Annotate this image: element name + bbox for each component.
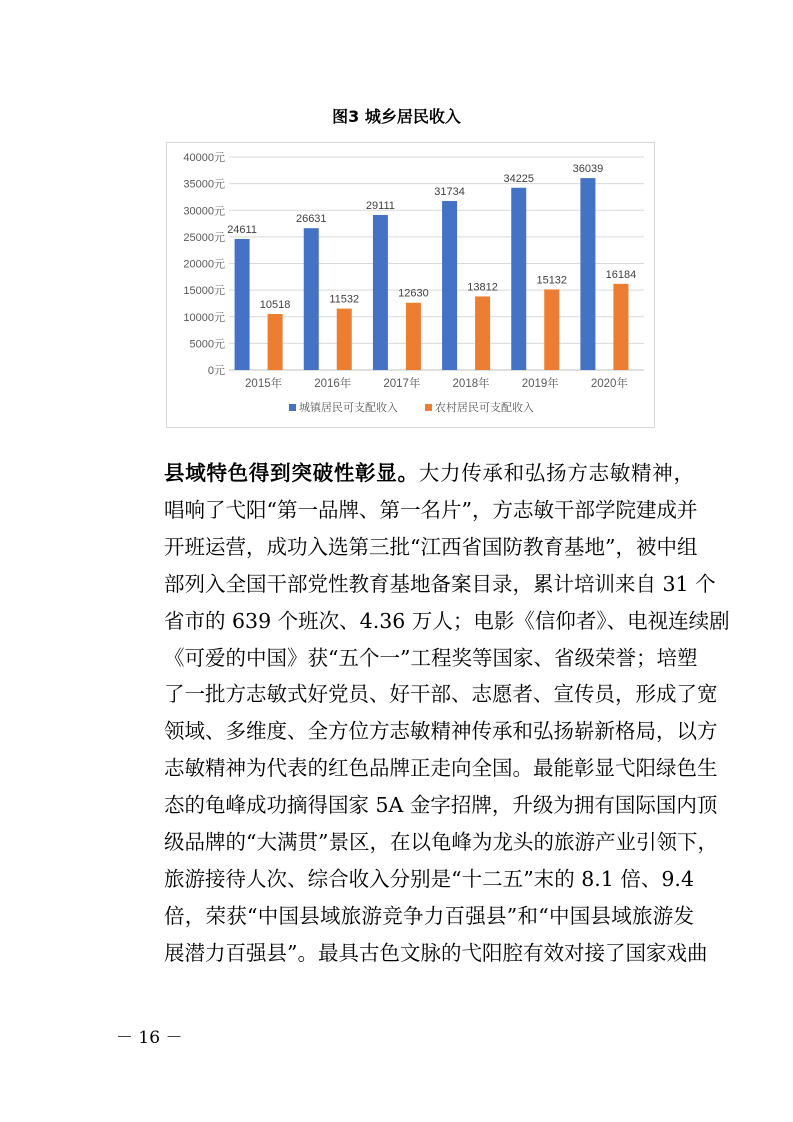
text-line: 省市的 639 个班次、4.36 万人；电影《信仰者》、电视连续剧 xyxy=(164,608,730,633)
body-paragraph xyxy=(164,455,730,972)
y-tick-label: 10000元 xyxy=(183,311,225,324)
data-label: 13812 xyxy=(467,281,498,294)
text-line: 开班运营，成功入选第三批“江西省国防教育基地”，被中组 xyxy=(164,534,698,559)
data-label: 29111 xyxy=(365,199,395,212)
data-label: 36039 xyxy=(572,163,604,176)
y-tick-label: 25000元 xyxy=(183,231,225,244)
text-line: 部列入全国干部党性教育基地备案目录，累计培训来自 31 个 xyxy=(164,571,716,596)
y-tick-label: 0元 xyxy=(207,365,225,377)
bar xyxy=(511,188,526,370)
legend-label: 农村居民可支配收入 xyxy=(435,402,534,414)
text-line: 领域、多维度、全方位方志敏精神传承和弘扬崭新格局，以方 xyxy=(164,719,718,744)
text-line-1-rest: 大力传承和弘扬方志敏精神， xyxy=(418,461,694,485)
text-line-1 xyxy=(164,455,694,492)
text-line: 《可爱的中国》获“五个一”工程奖等国家、省级荣誉；培塑 xyxy=(164,645,698,670)
bar xyxy=(613,284,628,370)
text-line: 旅游接待人次、综合收入分别是“十二五”末的 8.1 倍、9.4 xyxy=(164,866,694,891)
x-tick-label: 2017年 xyxy=(383,378,421,390)
data-label: 16184 xyxy=(605,268,637,281)
text-line: 级品牌的“大满贯”景区，在以龟峰为龙头的旅游产业引领下， xyxy=(164,830,718,855)
legend-swatch xyxy=(425,404,432,411)
y-tick-label: 20000元 xyxy=(183,258,225,271)
text-line: 了一批方志敏式好党员、好干部、志愿者、宣传员，形成了宽 xyxy=(164,682,718,707)
bar xyxy=(304,228,319,370)
bar xyxy=(406,303,421,370)
bar xyxy=(235,239,250,370)
text-line: 志敏精神为代表的红色品牌正走向全国。最能彰显弋阳绿色生 xyxy=(164,756,718,781)
text-line: 展潜力百强县”。最具古色文脉的弋阳腔有效对接了国家戏曲 xyxy=(164,940,708,965)
y-tick-label: 15000元 xyxy=(183,285,225,298)
data-label: 15132 xyxy=(536,274,568,287)
figure-title: 图3 城乡居民收入 xyxy=(332,107,461,126)
bar xyxy=(337,309,352,370)
y-tick-label: 5000元 xyxy=(189,338,225,351)
income-chart xyxy=(166,142,655,428)
bar xyxy=(373,215,388,370)
page-number: － 16 － xyxy=(116,1028,183,1048)
y-tick-label: 40000元 xyxy=(183,152,225,164)
text-line: 态的龟峰成功摘得国家 5A 金字招牌，升级为拥有国际国内顶 xyxy=(164,793,718,818)
legend-swatch xyxy=(289,404,296,411)
income-bar-chart xyxy=(167,143,654,427)
text-line: 倍，荣获“中国县域旅游竞争力百强县”和“中国县域旅游发 xyxy=(164,903,694,928)
x-tick-label: 2018年 xyxy=(452,378,490,390)
data-label: 12630 xyxy=(398,287,429,300)
x-tick-label: 2016年 xyxy=(314,378,352,390)
data-label: 26631 xyxy=(295,213,327,226)
bar xyxy=(475,296,490,370)
data-label: 24611 xyxy=(227,223,257,236)
data-label: 10518 xyxy=(259,298,291,311)
data-label: 11532 xyxy=(329,293,360,306)
bar xyxy=(442,201,457,370)
x-tick-label: 2015年 xyxy=(245,378,283,390)
data-label: 34225 xyxy=(503,172,535,185)
text-line: 唱响了弋阳“第一品牌、第一名片”，方志敏干部学院建成并 xyxy=(164,497,698,522)
y-tick-label: 35000元 xyxy=(183,178,225,191)
bar xyxy=(580,178,595,370)
bar xyxy=(268,314,283,370)
x-tick-label: 2019年 xyxy=(521,378,559,390)
legend-label: 城镇居民可支配收入 xyxy=(299,402,398,414)
x-tick-label: 2020年 xyxy=(590,378,628,390)
data-label: 31734 xyxy=(434,186,465,199)
y-tick-label: 30000元 xyxy=(183,205,225,218)
bar xyxy=(544,289,559,370)
paragraph-lead: 县域特色得到突破性彰显。 xyxy=(164,461,419,485)
